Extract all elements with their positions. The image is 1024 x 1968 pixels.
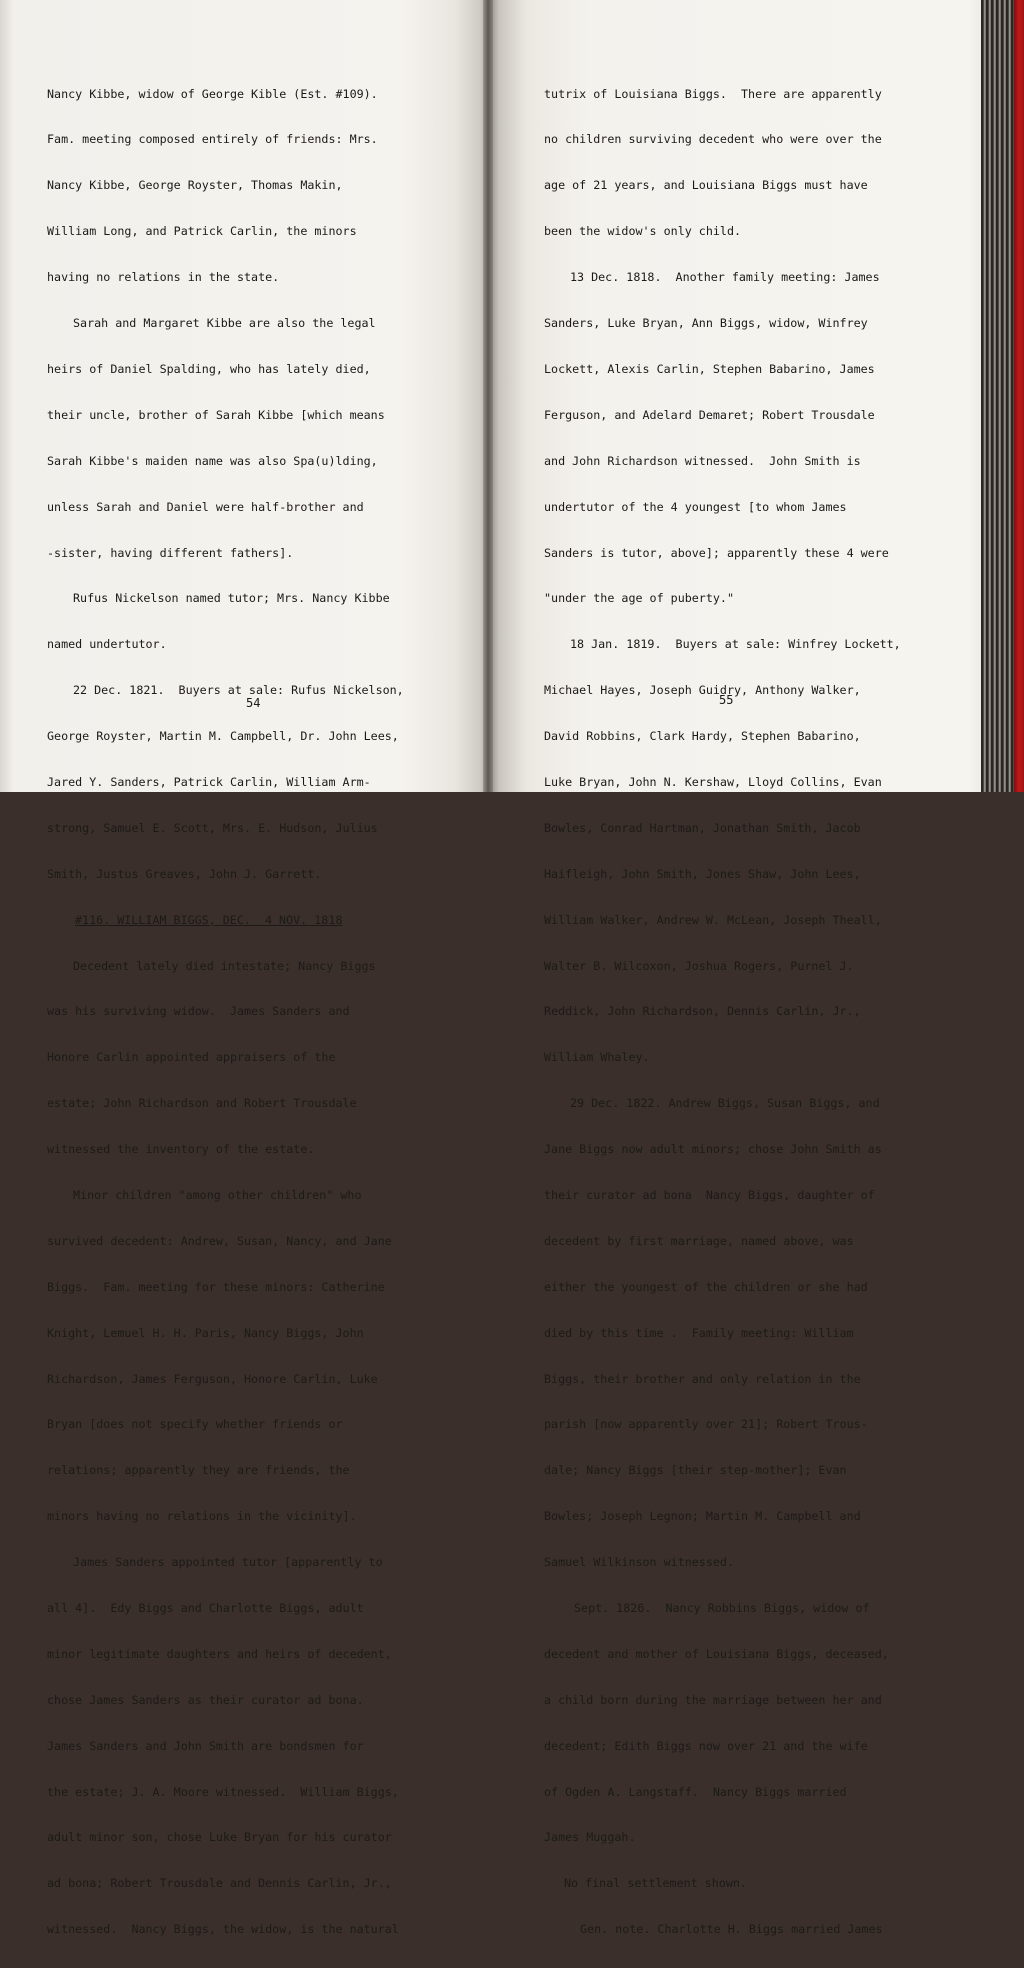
text-line: Luke Bryan, John N. Kershaw, Lloyd Collins, Evan [544, 774, 882, 789]
text-line: and John Richardson witnessed. John Smith is [544, 453, 861, 468]
text-line: of Ogden A. Langstaff. Nancy Biggs married [544, 1784, 847, 1799]
text-line: chose James Sanders as their curator ad bona. [47, 1692, 364, 1707]
text-line: age of 21 years, and Louisiana Biggs must have [544, 178, 868, 193]
book-cover-edge [1014, 0, 1024, 792]
text-line: the estate; J. A. Moore witnessed. William Biggs, [47, 1784, 399, 1799]
text-line: estate; John Richardson and Robert Trousdale [47, 1096, 357, 1111]
text-line: been the widow's only child. [544, 224, 742, 239]
text-line: Sarah and Margaret Kibbe are also the legal [73, 316, 376, 331]
text-line: Minor children "among other children" who [73, 1187, 362, 1202]
text-line: Nancy Kibbe, George Royster, Thomas Makin, [47, 178, 343, 193]
text-line: was his surviving widow. James Sanders and [47, 1004, 350, 1019]
text-line: tutrix of Louisiana Biggs. There are apparently [544, 86, 882, 101]
text-line: Richardson, James Ferguson, Honore Carlin, Luke [47, 1371, 378, 1386]
text-line: named undertutor. [47, 637, 167, 652]
text-line: Knight, Lemuel H. H. Paris, Nancy Biggs, John [47, 1325, 364, 1340]
text-line: decedent; Edith Biggs now over 21 and the wife [544, 1738, 868, 1753]
text-line: undertutor of the 4 youngest [to whom James [544, 499, 847, 514]
text-line: James Sanders appointed tutor [apparently to [73, 1555, 383, 1570]
text-line: Rufus Nickelson named tutor; Mrs. Nancy Kibbe [73, 591, 390, 606]
text-line: having no relations in the state. [47, 270, 280, 285]
left-page [0, 0, 489, 1937]
text-line: George Royster, Martin M. Campbell, Dr. John Lees, [47, 729, 399, 744]
text-line: Sept. 1826. Nancy Robbins Biggs, widow of [574, 1600, 870, 1615]
text-line: strong, Samuel E. Scott, Mrs. E. Hudson, Julius [47, 820, 378, 835]
text-line: Lockett, Alexis Carlin, Stephen Babarino, James [544, 361, 875, 376]
text-line: minor legitimate daughters and heirs of decedent, [47, 1646, 392, 1661]
text-line: parish [now apparently over 21]; Robert Trous- [544, 1417, 868, 1432]
text-line: James Muggah. [544, 1830, 636, 1845]
text-line: Smith, Justus Greaves, John J. Garrett. [47, 866, 322, 881]
text-line: Sarah Kibbe's maiden name was also Spa(u)lding, [47, 453, 378, 468]
text-line: Bowles; Joseph Legnon; Martin M. Campbell and [544, 1509, 861, 1524]
text-line: a child born during the marriage between her and [544, 1692, 882, 1707]
text-line: died by this time . Family meeting: William [544, 1325, 854, 1340]
text-line: relations; apparently they are friends, the [47, 1463, 350, 1478]
text-line: Sanders, Luke Bryan, Ann Biggs, widow, Winfrey [544, 316, 868, 331]
text-line: 22 Dec. 1821. Buyers at sale: Rufus Nickelson, [73, 683, 404, 698]
text-line: Biggs, their brother and only relation in the [544, 1371, 861, 1386]
text-line: minors having no relations in the vicinity]. [47, 1509, 357, 1524]
section-heading: #116. WILLIAM BIGGS, DEC. 4 NOV. 1818 [75, 912, 343, 927]
text-line: witnessed. Nancy Biggs, the widow, is the natural [47, 1922, 399, 1937]
text-line: William Whaley. [544, 1050, 650, 1065]
text-line: Decedent lately died intestate; Nancy Biggs [73, 958, 376, 973]
page-number: 55 [719, 693, 734, 707]
text-line: Walter B. Wilcoxon, Joshua Rogers, Purnel J. [544, 958, 854, 973]
text-line: No final settlement shown. [564, 1876, 747, 1891]
text-line: unless Sarah and Daniel were half-brother and [47, 499, 364, 514]
text-line: Sanders is tutor, above]; apparently these 4 were [544, 545, 889, 560]
page-number: 54 [246, 696, 261, 710]
text-line: no children surviving decedent who were over the [544, 132, 882, 147]
text-line: decedent and mother of Louisiana Biggs, deceased, [544, 1646, 889, 1661]
text-line: 29 Dec. 1822. Andrew Biggs, Susan Biggs, and [570, 1096, 880, 1111]
text-line: ad bona; Robert Trousdale and Dennis Carlin, Jr., [47, 1876, 392, 1891]
text-line: Ferguson, and Adelard Demaret; Robert Trousdale [544, 407, 875, 422]
text-line: -sister, having different fathers]. [47, 545, 294, 560]
text-line: Jared Y. Sanders, Patrick Carlin, William Arm- [47, 774, 371, 789]
text-line: Honore Carlin appointed appraisers of the [47, 1050, 336, 1065]
text-line: their uncle, brother of Sarah Kibbe [which means [47, 407, 385, 422]
text-line: William Long, and Patrick Carlin, the minors [47, 224, 357, 239]
text-line: Fam. meeting composed entirely of friends: Mrs. [47, 132, 378, 147]
right-page-text [544, 56, 901, 1968]
text-line: "under the age of puberty." [544, 591, 734, 606]
book-gutter [483, 0, 493, 792]
text-line: 13 Dec. 1818. Another family meeting: James [570, 270, 880, 285]
text-line: Samuel Wilkinson witnessed. [544, 1555, 734, 1570]
text-line: James Sanders and John Smith are bondsmen for [47, 1738, 364, 1753]
text-line: Reddick, John Richardson, Dennis Carlin, Jr., [544, 1004, 861, 1019]
text-line: Michael Hayes, Joseph Guidry, Anthony Walker, [544, 683, 861, 698]
text-line: all 4]. Edy Biggs and Charlotte Biggs, adult [47, 1600, 364, 1615]
left-page-text [47, 56, 404, 1968]
text-line: David Robbins, Clark Hardy, Stephen Babarino, [544, 729, 861, 744]
text-line: Biggs. Fam. meeting for these minors: Catherine [47, 1279, 385, 1294]
text-line: Nancy Kibbe, widow of George Kible (Est. #109). [47, 86, 378, 101]
text-line: survived decedent: Andrew, Susan, Nancy, and Jane [47, 1233, 392, 1248]
text-line: Bryan [does not specify whether friends or [47, 1417, 343, 1432]
text-line: Jane Biggs now adult minors; chose John Smith as [544, 1142, 882, 1157]
text-line: dale; Nancy Biggs [their step-mother]; Evan [544, 1463, 847, 1478]
text-line: decedent by first marriage, named above, was [544, 1233, 854, 1248]
text-line: Gen. note. Charlotte H. Biggs married James [580, 1922, 883, 1937]
text-line: Bowles, Conrad Hartman, Jonathan Smith, Jacob [544, 820, 861, 835]
text-line: either the youngest of the children or she had [544, 1279, 868, 1294]
text-line: witnessed the inventory of the estate. [47, 1142, 315, 1157]
text-line: 18 Jan. 1819. Buyers at sale: Winfrey Lockett, [570, 637, 901, 652]
text-line: their curator ad bona Nancy Biggs, daughter of [544, 1187, 875, 1202]
text-line: Haifleigh, John Smith, Jones Shaw, John Lees, [544, 866, 861, 881]
text-line: adult minor son, chose Luke Bryan for his curator [47, 1830, 392, 1845]
text-line: heirs of Daniel Spalding, who has lately died, [47, 361, 371, 376]
text-line: William Walker, Andrew W. McLean, Joseph Theall, [544, 912, 882, 927]
